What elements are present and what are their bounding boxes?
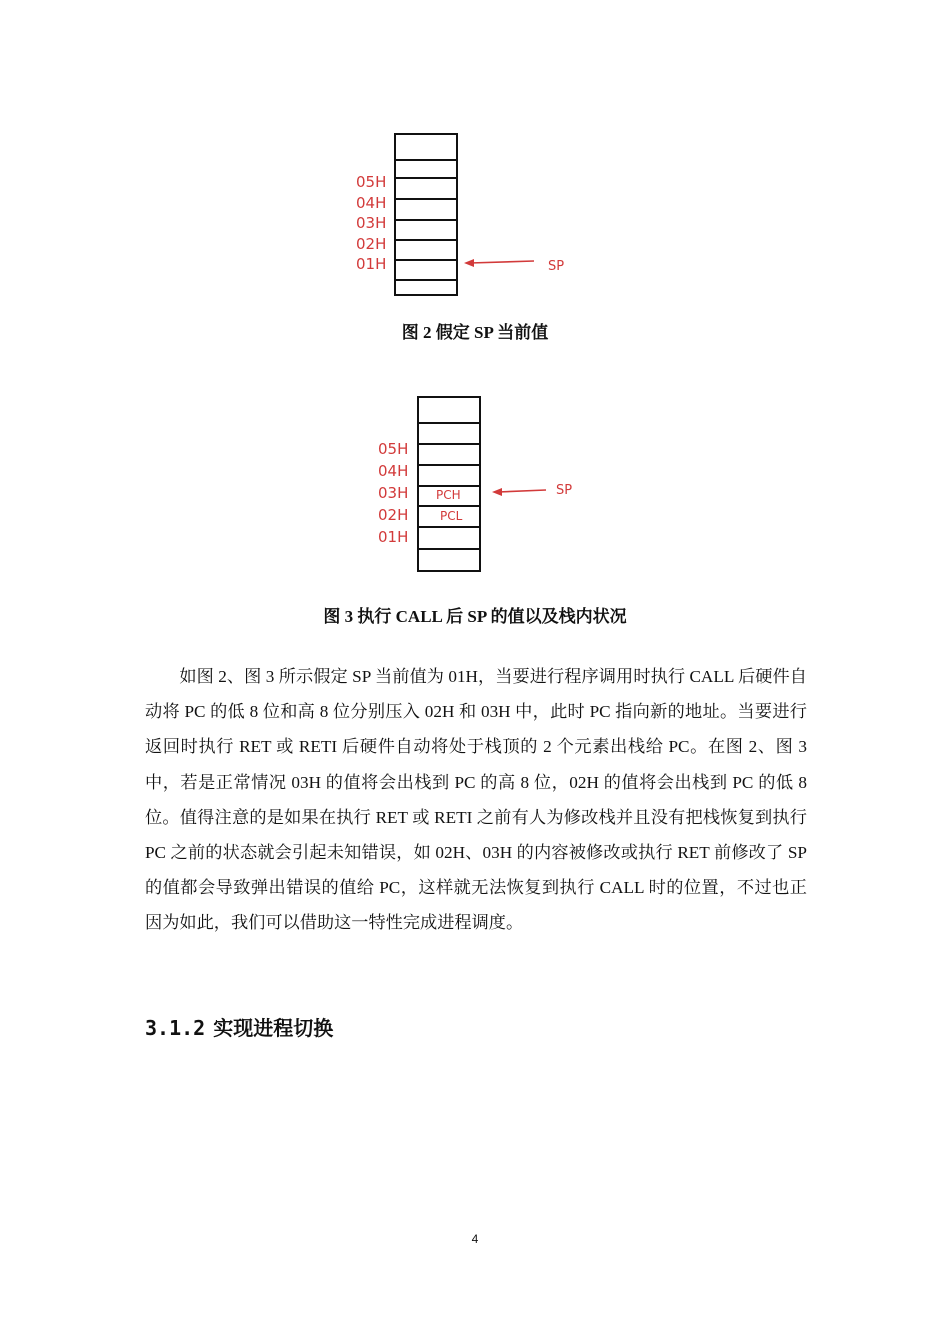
sp-label: SP (556, 483, 573, 498)
stack-row-divider (419, 526, 479, 528)
section-number: 3.1.2 (145, 1016, 206, 1040)
figure-caption: 图 3 执行 CALL 后 SP 的值以及栈内状况 (323, 607, 627, 626)
address-label: 03H (356, 214, 387, 232)
page-number: 4 (471, 1232, 479, 1246)
section-title: 实现进程切换 (213, 1016, 334, 1040)
address-label: 02H (378, 506, 409, 524)
address-label: 01H (378, 528, 409, 546)
body-paragraph: 如图 2、图 3 所示假定 SP 当前值为 01H，当要进行程序调用时执行 CALL 后硬件自动将 PC 的低 8 位和高 8 位分别压入 02H 和 03H 中，此时 PC 指向新的地址。当要进行返回时执行 RET 或 RETI 后硬件自动将处于栈顶的 2 个元素出栈给 PC。在图 2、图 3 中，若是正常情况 03H 的值将会出栈到 PC 的高 8 位，02H 的值将会出栈到 PC 的低 8 位。值得注意的是如果在执行 RET 或 RETI 之前有人为修改栈并且没有把栈恢复到执行 PC 之前的状态就会引起未知错误，如 02H、03H 的内容被修改或执行 RET 前修改了 SP 的值都会导致弹出错误的值给 PC，这样就无法恢复到执行 CALL 时的位置，不过也正因为如此，我们可以借助这一特性完成进程调度。 (145, 667, 807, 933)
stack-row-divider (419, 422, 479, 424)
stack-cell-pch: PCH (436, 488, 461, 502)
address-label: 04H (378, 462, 409, 480)
stack-row-divider (419, 548, 479, 550)
figure-3 (0, 0, 950, 630)
sp-arrow-icon (490, 484, 550, 500)
address-label: 05H (378, 440, 409, 458)
stack-diagram (417, 396, 481, 572)
address-label: 05H (356, 173, 387, 191)
figure-caption: 图 2 假定 SP 当前值 (401, 323, 549, 342)
address-label: 03H (378, 484, 409, 502)
address-label: 04H (356, 194, 387, 212)
stack-row-divider (419, 505, 479, 507)
address-label: 01H (356, 255, 387, 273)
stack-row-divider (419, 443, 479, 445)
section-heading (145, 1012, 333, 1041)
stack-cell-pcl: PCL (440, 509, 463, 523)
stack-row-divider (419, 464, 479, 466)
address-label: 02H (356, 235, 387, 253)
stack-row-divider (419, 485, 479, 487)
sp-label: SP (548, 259, 565, 274)
